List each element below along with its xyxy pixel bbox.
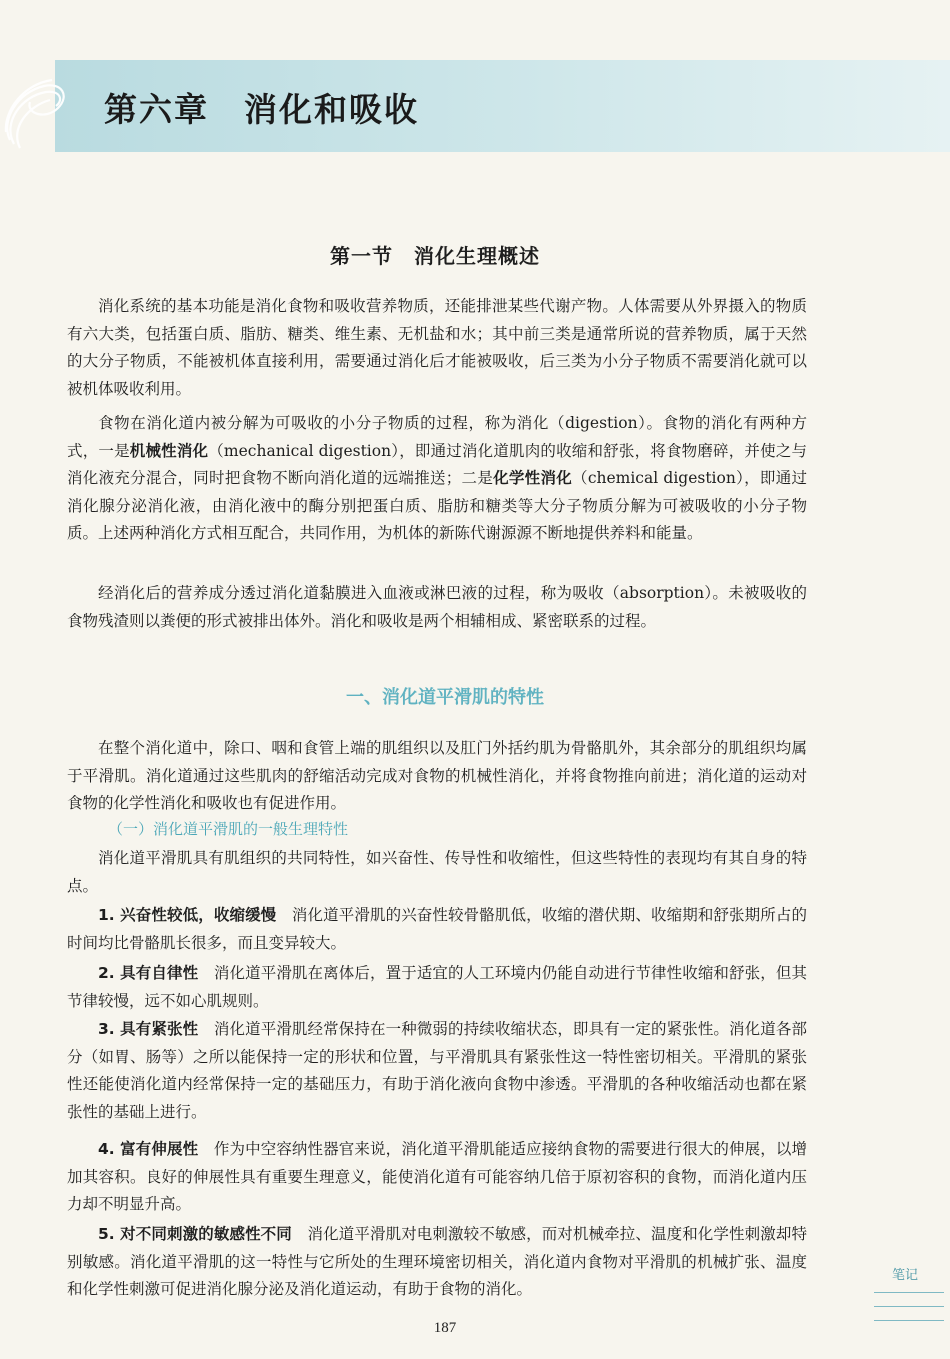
page-number: 187 bbox=[433, 1320, 457, 1336]
minor-heading: （一）消化道平滑肌的一般生理特性 bbox=[108, 820, 349, 838]
property-label: 1. 兴奋性较低，收缩缓慢 bbox=[98, 906, 277, 924]
property-item bbox=[67, 1016, 807, 1126]
property-text: 消化道平滑肌在离体后，置于适宜的人工环境内仍能自动进行节律性收缩和舒张，但其节律较慢，远不如心肌规则。 bbox=[67, 964, 807, 1010]
paragraph-text: 食物在消化道内被分解为可吸收的小分子物质的过程，称为消化（digestion）。食物的消化有两种方式，一是 bbox=[67, 414, 807, 460]
paragraph-text: （mechanical digestion），即通过消化道肌肉的收缩和舒张，将食物磨碎，并使之与消化液充分混合，同时把食物不断向消化道的远端推送；二是 bbox=[67, 441, 807, 487]
note-line bbox=[874, 1292, 944, 1293]
properties-intro-paragraph: 消化道平滑肌具有肌组织的共同特性，如兴奋性、传导性和收缩性，但这些特性的表现均有其自身的特点。 bbox=[67, 849, 807, 895]
property-text: 消化道平滑肌的兴奋性较骨骼肌低，收缩的潜伏期、收缩期和舒张期所占的时间均比骨骼肌长很多，而且变异较大。 bbox=[67, 906, 807, 952]
property-item bbox=[67, 902, 807, 957]
chapter-title: 第六章 消化和吸收 bbox=[104, 90, 419, 129]
property-text: 消化道平滑肌对电刺激较不敏感，而对机械牵拉、温度和化学性刺激却特别敏感。消化道平滑肌的这一特性与它所处的生理环境密切相关，消化道内食物对平滑肌的机械扩张、温度和化学性刺激可促进消化腺分泌及消化道运动，有助于食物的消化。 bbox=[67, 1225, 807, 1298]
property-text: 消化道平滑肌经常保持在一种微弱的持续收缩状态，即具有一定的紧张性。消化道各部分（如胃、肠等）之所以能保持一定的形状和位置，与平滑肌具有紧张性这一特性密切相关。平滑肌的紧张性还能使消化道内经常保持一定的基础压力，有助于消化液向食物中渗透。平滑肌的各种收缩活动也都在紧张性的基础上进行。 bbox=[67, 1020, 807, 1121]
intro-paragraph: 消化系统的基本功能是消化食物和吸收营养物质，还能排泄某些代谢产物。人体需要从外界摄入的物质有六大类，包括蛋白质、脂肪、糖类、维生素、无机盐和水；其中前三类是通常所说的营养物质，属于天然的大分子物质，不能被机体直接利用，需要通过消化后才能被吸收，后三类为小分子物质不需要消化就可以被机体吸收利用。 bbox=[67, 297, 807, 398]
property-label: 5. 对不同刺激的敏感性不同 bbox=[98, 1225, 292, 1243]
notes-label: 笔记 bbox=[892, 1268, 919, 1283]
swirl-ornament-icon bbox=[0, 62, 70, 152]
property-item bbox=[67, 1221, 807, 1304]
subsection-title: 一、消化道平滑肌的特性 bbox=[346, 687, 544, 708]
property-label: 3. 具有紧张性 bbox=[98, 1020, 199, 1038]
mechanical-digestion-term: 机械性消化 bbox=[129, 441, 209, 460]
section-title: 第一节 消化生理概述 bbox=[330, 244, 540, 268]
property-label: 2. 具有自律性 bbox=[98, 964, 199, 982]
digestion-paragraph bbox=[67, 410, 807, 548]
chemical-digestion-term: 化学性消化 bbox=[493, 469, 573, 487]
absorption-paragraph: 经消化后的营养成分透过消化道黏膜进入血液或淋巴液的过程，称为吸收（absorption）。未被吸收的食物残渣则以粪便的形式被排出体外。消化和吸收是两个相辅相成、紧密联系的过程。 bbox=[67, 584, 807, 630]
paragraph-text: （chemical digestion），即通过消化腺分泌消化液，由消化液中的酶分别把蛋白质、脂肪和糖类等大分子物质分解为可被吸收的小分子物质。上述两种消化方式相互配合，共同作用，为机体的新陈代谢源源不断地提供养料和能量。 bbox=[67, 469, 807, 542]
property-item bbox=[67, 1136, 807, 1219]
property-label: 4. 富有伸展性 bbox=[98, 1140, 199, 1158]
property-text: 作为中空容纳性器官来说，消化道平滑肌能适应接纳食物的需要进行很大的伸展，以增加其容积。良好的伸展性具有重要生理意义，能使消化道有可能容纳几倍于原初容积的食物，而消化道内压力却不明显升高。 bbox=[67, 1140, 807, 1213]
note-line bbox=[874, 1306, 944, 1307]
smooth-muscle-paragraph: 在整个消化道中，除口、咽和食管上端的肌组织以及肛门外括约肌为骨骼肌外，其余部分的肌组织均属于平滑肌。消化道通过这些肌肉的舒缩活动完成对食物的机械性消化，并将食物推向前进；消化道的运动对食物的化学性消化和吸收也有促进作用。 bbox=[67, 739, 807, 812]
property-item bbox=[67, 960, 807, 1015]
